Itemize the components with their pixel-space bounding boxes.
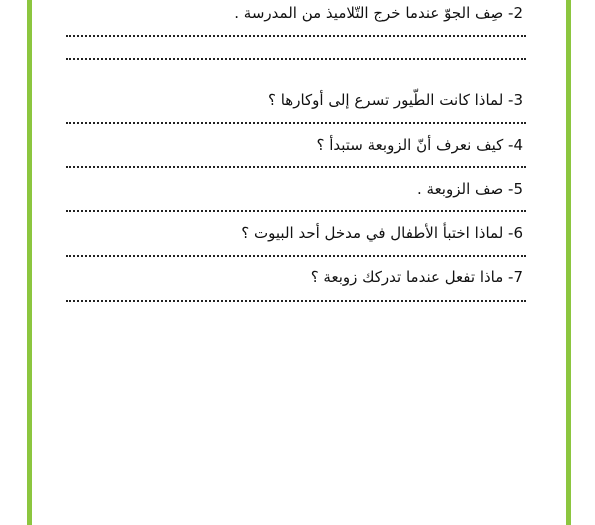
answer-line bbox=[66, 300, 526, 302]
right-green-border bbox=[566, 0, 571, 525]
answer-line bbox=[66, 58, 526, 60]
question-3: 3- لماذا كانت الطّيور تسرع إلى أوكارها ؟ bbox=[267, 91, 523, 109]
question-2: 2- صِف الجوّ عندما خرج التّلاميذ من المدرسة . bbox=[234, 4, 523, 22]
question-4: 4- كيف نعرف أنّ الزوبعة ستبدأ ؟ bbox=[316, 136, 523, 154]
answer-line bbox=[66, 166, 526, 168]
left-green-border bbox=[27, 0, 32, 525]
answer-line bbox=[66, 35, 526, 37]
answer-line bbox=[66, 122, 526, 124]
answer-line bbox=[66, 210, 526, 212]
answer-line bbox=[66, 255, 526, 257]
question-7: 7- ماذا تفعل عندما تدركك زوبعة ؟ bbox=[310, 268, 523, 286]
question-5: 5- صف الزوبعة . bbox=[416, 180, 523, 198]
question-6: 6- لماذا اختبأ الأطفال في مدخل أحد البيوت ؟ bbox=[241, 224, 523, 242]
